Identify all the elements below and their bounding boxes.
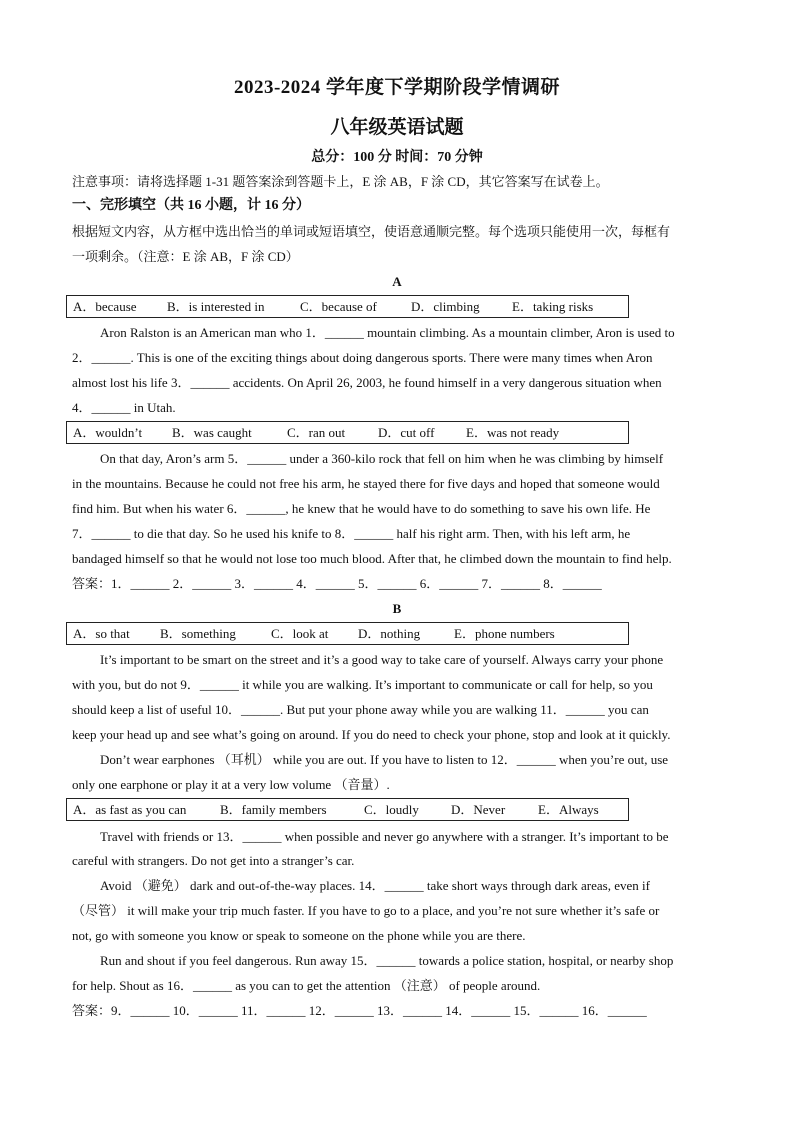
exam-subtitle: 八年级英语试题 (330, 117, 464, 138)
option: A．so that (73, 626, 130, 641)
option-box (66, 421, 629, 444)
option: D．nothing (358, 626, 421, 641)
section-heading: 一、完形填空（共 16 小题，计 16 分） (72, 198, 310, 213)
text-line: Travel with friends or 13．______ when possible and never go anywhere with a stranger. It’s important to be (100, 829, 669, 844)
option: D．cut off (378, 425, 435, 440)
option: E．was not ready (466, 425, 560, 440)
text-line: only one earphone or play it at a very low volume （音量）. (72, 777, 390, 792)
text-line: It’s important to be smart on the street and it’s a good way to take care of yourself. Always carry your phone (100, 652, 664, 667)
text-line: Avoid （避免） dark and out-of-the-way places. 14．______ take short ways through dark areas, even if (100, 878, 650, 893)
text-line: should keep a list of useful 10．______. But put your phone away while you are walking 11．______ you can (72, 702, 649, 717)
section-instruction: 根据短文内容，从方框中选出恰当的单词或短语填空，使语意通顺完整。每个选项只能使用一次，每框有 (72, 224, 671, 239)
option: A．wouldn’t (73, 425, 143, 440)
score-time: 总分：100 分 时间：70 分钟 (311, 150, 483, 165)
section-instruction: 一项剩余。（注意：E 涂 AB，F 涂 CD） (72, 249, 299, 264)
text-line: On that day, Aron’s arm 5．______ under a 360-kilo rock that fell on him when he was climbing by himself (100, 451, 664, 466)
text-line: （尽管） it will make your trip much faster. If you have to go to a place, and you’re not sure whether it’s safe or (72, 903, 660, 918)
option: C．ran out (287, 425, 346, 440)
option: E．phone numbers (454, 626, 555, 641)
option: D．climbing (411, 299, 480, 314)
notice: 注意事项：请将选择题 1-31 题答案涂到答题卡上，E 涂 AB，F 涂 CD，其它答案写在试卷上。 (72, 174, 609, 189)
text-line: almost lost his life 3．______ accidents. On April 26, 2003, he found himself in a very dangerous situation when (72, 375, 662, 390)
option: A．as fast as you can (73, 802, 187, 817)
text-line: Don’t wear earphones （耳机） while you are out. If you have to listen to 12．______ when you’re out, use (100, 752, 669, 767)
answer-line: 答案：9．______ 10．______ 11．______ 12．______ 13．______ 14．______ 15．______ 16．______ (72, 1003, 647, 1018)
option: B．is interested in (167, 299, 265, 314)
text-line: bandaged himself so that he would not lose too much blood. After that, he climbed down the mountain to find help. (72, 551, 672, 566)
option: C．loudly (364, 802, 419, 817)
text-line: 4．______ in Utah. (72, 400, 176, 415)
text-line: 7．______ to die that day. So he used his knife to 8．______ half his right arm. Then, with his left arm, he (72, 526, 631, 541)
text-line: with you, but do not 9．______ it while you are walking. It’s important to communicate or call for help, so you (72, 677, 653, 692)
exam-title: 2023-2024 学年度下学期阶段学情调研 (233, 77, 561, 98)
option: C．because of (300, 299, 377, 314)
text-line: find him. But when his water 6．______, he knew that he would have to do something to save his own life. He (72, 501, 651, 516)
text-line: in the mountains. Because he could not free his arm, he stayed there for five days and hoped that someone would (72, 476, 660, 491)
text-line: keep your head up and see what’s going on around. If you do need to check your phone, stop and look at it quickly. (72, 727, 671, 742)
text-line: Aron Ralston is an American man who 1．______ mountain climbing. As a mountain climber, Aron is used to (100, 325, 675, 340)
text-line: careful with strangers. Do not get into a stranger’s car. (72, 853, 355, 868)
passage-label: A (392, 274, 402, 289)
option-box (66, 622, 629, 645)
option-box (66, 295, 629, 318)
option: B．family members (220, 802, 327, 817)
option: E．taking risks (512, 299, 594, 314)
option: C．look at (271, 626, 329, 641)
text-line: for help. Shout as 16．______ as you can to get the attention （注意） of people around. (72, 978, 541, 993)
option: D．Never (451, 802, 506, 817)
answer-line: 答案：1．______ 2．______ 3．______ 4．______ 5．______ 6．______ 7．______ 8．______ (72, 576, 602, 591)
option: E．Always (538, 802, 599, 817)
option: B．something (160, 626, 236, 641)
option-box (66, 798, 629, 821)
text-line: 2．______. This is one of the exciting things about doing dangerous sports. There were many times when Aron (72, 350, 653, 365)
text-line: Run and shout if you feel dangerous. Run away 15．______ towards a police station, hospital, or nearby shop (100, 953, 674, 968)
option: B．was caught (172, 425, 252, 440)
option: A．because (73, 299, 137, 314)
text-line: not, go with someone you know or speak to someone on the phone while you are there. (72, 928, 526, 943)
passage-label: B (392, 601, 402, 616)
